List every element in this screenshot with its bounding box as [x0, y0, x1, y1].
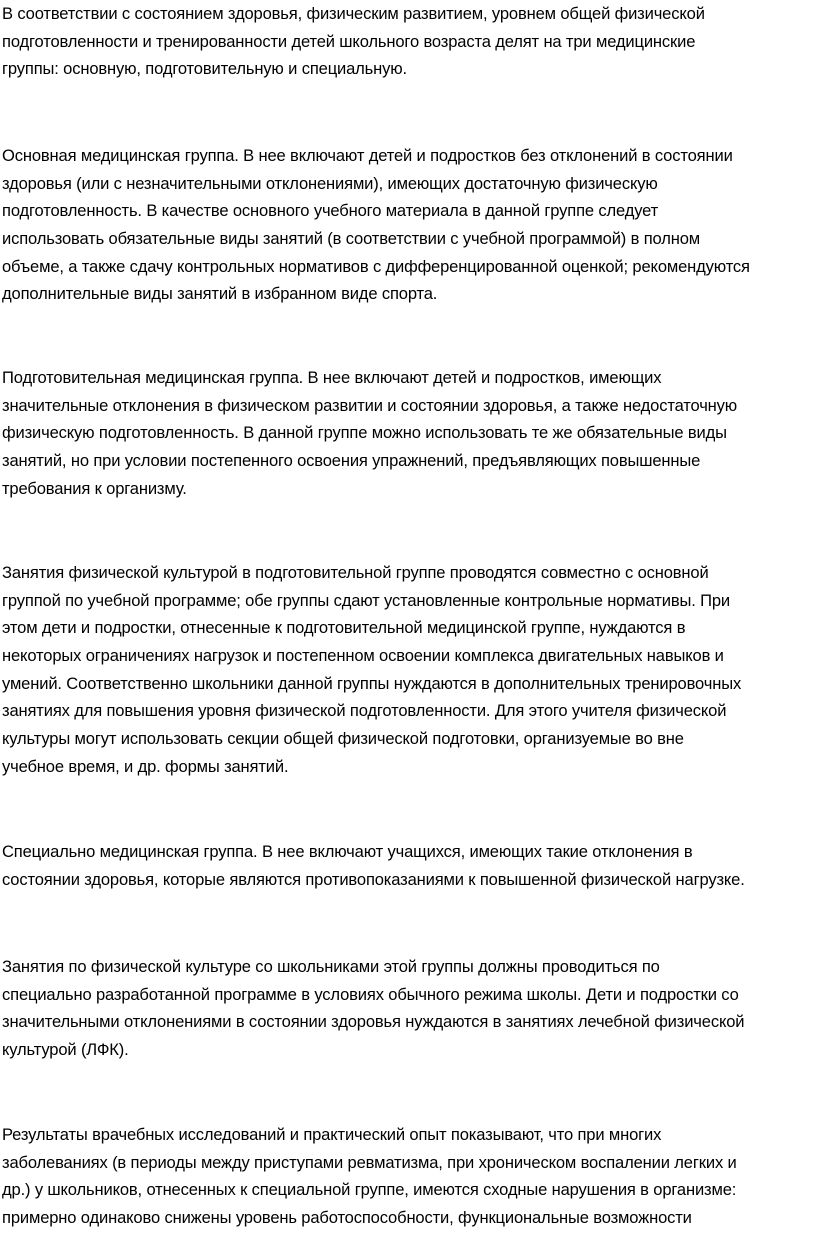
text-line: группой по учебной программе; обе группы сдают установленные контрольные нормативы. При	[2, 590, 731, 610]
text-line: некоторых ограничениях нагрузок и постепенном освоении комплекса двигательных навыков и	[2, 646, 724, 666]
text-line: физическую подготовленность. В данной группе можно использовать те же обязательные виды	[2, 423, 727, 443]
text-line: Занятия физической культурой в подготовительной группе проводятся совместно с основной	[2, 563, 709, 582]
text-line: Специально медицинская группа. В нее включают учащихся, имеющих такие отклонения в	[2, 842, 693, 861]
text-line: учебное время, и др. формы занятий.	[2, 756, 289, 776]
text-line: использовать обязательные виды занятий (в соответствии с учебной программой) в полном	[2, 229, 701, 249]
text-line: Подготовительная медицинская группа. В нее включают детей и подростков, имеющих	[2, 368, 662, 387]
text-line: дополнительные виды занятий в избранном виде спорта.	[2, 284, 438, 304]
text-line: значительными отклонениями в состоянии здоровья нуждаются в занятиях лечебной физической	[2, 1012, 745, 1032]
text-line: требования к организму.	[2, 478, 187, 498]
paragraph-preparatory-classes	[2, 559, 814, 781]
text-line: В соответствии с состоянием здоровья, физическим развитием, уровнем общей физической	[2, 4, 705, 23]
paragraph-main-group	[2, 142, 814, 308]
text-line: Основная медицинская группа. В нее включают детей и подростков без отклонений в состоянии	[2, 146, 733, 165]
text-line: значительные отклонения в физическом развитии и состоянии здоровья, а также недостаточную	[2, 395, 738, 415]
text-line: группы: основную, подготовительную и специальную.	[2, 59, 408, 79]
text-line: занятий, но при условии постепенного освоения упражнений, предъявляющих повышенные	[2, 451, 701, 471]
paragraph-intro	[2, 0, 814, 83]
text-line: заболеваниях (в периоды между приступами ревматизма, при хроническом воспалении легких и	[2, 1152, 737, 1172]
text-line: Занятия по физической культуре со школьниками этой группы должны проводиться по	[2, 957, 660, 976]
text-line: Результаты врачебных исследований и практический опыт показывают, что при многих	[2, 1125, 662, 1144]
text-line: примерно одинаково снижены уровень работоспособности, функциональные возможности	[2, 1208, 692, 1228]
text-line: этом дети и подростки, отнесенные к подготовительной медицинской группе, нуждаются в	[2, 618, 686, 638]
text-line: состоянии здоровья, которые являются противопоказаниями к повышенной физической нагрузке.	[2, 869, 745, 889]
text-line: здоровья (или с незначительными отклонениями), имеющих достаточную физическую	[2, 173, 658, 193]
text-line: др.) у школьников, отнесенных к специальной группе, имеются сходные нарушения в организме:	[2, 1180, 737, 1200]
text-line: специально разработанной программе в условиях обычного режима школы. Дети и подростки со	[2, 984, 739, 1004]
text-line: подготовленности и тренированности детей школьного возраста делят на три медицинские	[2, 31, 696, 51]
text-line: умений. Соответственно школьники данной группы нуждаются в дополнительных тренировочных	[2, 673, 742, 693]
text-line: культуры могут использовать секции общей физической подготовки, организуемые во вне	[2, 729, 684, 749]
text-line: объеме, а также сдачу контрольных нормативов с дифференцированной оценкой; рекомендуются	[2, 256, 750, 276]
paragraph-preparatory-group	[2, 364, 814, 502]
paragraph-special-group	[2, 838, 814, 893]
paragraph-special-classes	[2, 953, 814, 1064]
text-line: культурой (ЛФК).	[2, 1040, 129, 1060]
paragraph-research-results	[2, 1121, 814, 1232]
text-line: подготовленность. В качестве основного учебного материала в данной группе следует	[2, 201, 659, 221]
text-line: занятиях для повышения уровня физической подготовленности. Для этого учителя физической	[2, 701, 727, 721]
